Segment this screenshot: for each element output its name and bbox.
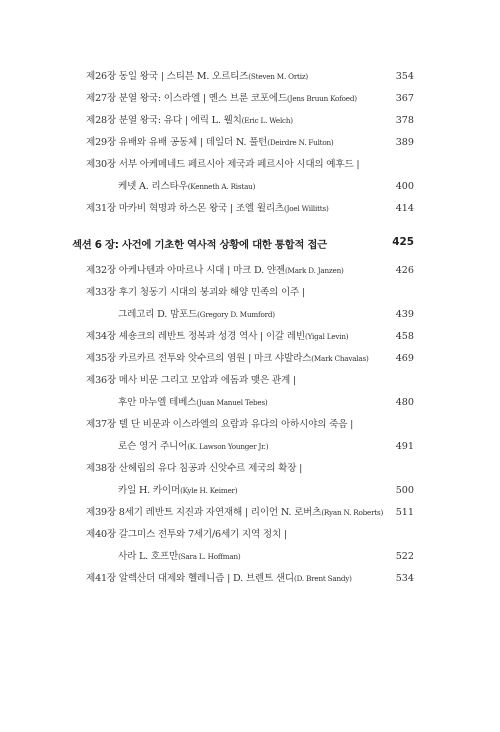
toc-entry-author-english: (Yigal Levin) — [305, 332, 349, 341]
toc-entry-title: 제32장 아케나텐과 아마르나 시대 | 마크 D. 얀젠 — [86, 265, 285, 276]
toc-entry-title: 케넷 A. 리스타우 — [118, 181, 188, 192]
toc-entry-author-english: (Kenneth A. Ristau) — [187, 182, 256, 191]
toc-entry — [0, 528, 500, 550]
toc-entry — [0, 70, 500, 92]
toc-group-2 — [0, 264, 500, 594]
toc-entry-author-english: (Deirdre N. Fulton) — [267, 138, 334, 147]
toc-entry-text — [86, 572, 352, 586]
toc-entry-title: 제30장 서부 아케메네드 페르시아 제국과 페르시아 시대의 예후드 | — [86, 159, 360, 170]
toc-entry-author-english: (Jens Bruun Kofoed) — [287, 94, 357, 103]
toc-entry-text — [118, 396, 268, 410]
toc-entry-text — [86, 374, 296, 388]
toc-entry-title: 제33장 후기 청동기 시대의 붕괴와 해양 민족의 이주 | — [86, 287, 305, 298]
toc-entry-author-english: (Ryan N. Roberts) — [321, 508, 384, 517]
toc-entry-title: 제39장 8세기 레반트 지진과 자연재해 | 리이언 N. 로버츠 — [86, 507, 322, 518]
toc-entry-title: 제27장 분열 왕국: 이스라엘 | 옌스 브룬 코포에드 — [86, 93, 288, 104]
section-title: 섹션 6 장: 사건에 기초한 역사적 상황에 대한 통합적 접근 — [72, 239, 327, 251]
toc-entry — [0, 308, 500, 330]
toc-entry-title: 그레고리 D. 맘포드 — [118, 309, 198, 320]
toc-entry-text — [86, 158, 359, 172]
toc-entry — [0, 396, 500, 418]
toc-entry-text — [118, 308, 275, 322]
toc-entry-page-number: 522 — [395, 551, 414, 562]
toc-entry-page-number: 534 — [395, 573, 414, 584]
toc-entry — [0, 136, 500, 158]
toc-entry — [0, 374, 500, 396]
toc-entry — [0, 264, 500, 286]
toc-entry-title: 제41장 알렉산더 대제와 헬레니즘 | D. 브렌트 샌디 — [86, 573, 295, 584]
toc-entry — [0, 114, 500, 136]
toc-entry-title: 제29장 유배와 유배 공동체 | 데일더 N. 풀턴 — [86, 137, 268, 148]
toc-entry-page-number: 389 — [395, 137, 414, 148]
toc-entry-page-number: 354 — [395, 71, 414, 82]
toc-entry-title: 제26장 동일 왕국 | 스티븐 M. 오르티즈 — [86, 71, 249, 82]
toc-entry-title: 사라 L. 호프만 — [118, 551, 179, 562]
toc-entry — [0, 180, 500, 202]
toc-entry — [0, 158, 500, 180]
toc-entry-author-english: (Juan Manuel Tebes) — [196, 398, 268, 407]
toc-entry-text — [86, 418, 353, 432]
toc-entry-title: 제36장 메사 비문 그리고 모압과 에돔과 맺은 관계 | — [86, 375, 296, 386]
toc-entry-author-english: (Kyle H. Keimer) — [180, 486, 238, 495]
toc-entry — [0, 418, 500, 440]
toc-entry-text — [118, 440, 268, 454]
toc-entry-author-english: (Steven M. Ortiz) — [248, 72, 309, 81]
toc-entry-text — [118, 550, 240, 564]
toc-entry-page-number: 500 — [395, 485, 414, 496]
toc-entry — [0, 330, 500, 352]
table-of-contents — [0, 70, 500, 594]
toc-entry-title: 제31장 마카비 혁명과 하스몬 왕국 | 조엘 윌리츠 — [86, 203, 285, 214]
toc-entry — [0, 92, 500, 114]
toc-entry-title: 로슨 영거 주니어 — [118, 441, 188, 452]
section-page-number: 425 — [392, 236, 414, 248]
toc-entry-text — [86, 352, 369, 366]
toc-entry-text — [86, 506, 383, 520]
toc-entry-page-number: 491 — [395, 441, 414, 452]
toc-entry-text — [86, 136, 334, 150]
toc-entry-page-number: 367 — [395, 93, 414, 104]
toc-entry-text — [86, 264, 344, 278]
toc-entry-text — [86, 92, 357, 106]
toc-entry — [0, 440, 500, 462]
toc-entry-text — [86, 114, 293, 128]
toc-entry-page-number: 480 — [395, 397, 414, 408]
toc-entry — [0, 506, 500, 528]
toc-entry-page-number: 458 — [395, 331, 414, 342]
toc-entry-text — [86, 462, 302, 476]
toc-entry-title: 제37장 텔 단 비문과 이스라엘의 요람과 유다의 아하시야의 죽음 | — [86, 419, 354, 430]
toc-entry-title: 제40장 갈그미스 전투와 7세기/6세기 지역 정치 | — [86, 529, 287, 540]
toc-entry — [0, 550, 500, 572]
section-heading — [0, 234, 500, 264]
toc-entry — [0, 462, 500, 484]
toc-entry-text — [86, 286, 305, 300]
toc-entry-title: 제38장 산헤립의 유다 침공과 신앗수르 제국의 확장 | — [86, 463, 303, 474]
toc-entry-page-number: 378 — [395, 115, 414, 126]
toc-entry-author-english: (Eric L. Welch) — [241, 116, 293, 125]
toc-entry-page-number: 414 — [395, 203, 414, 214]
toc-entry — [0, 286, 500, 308]
toc-entry-page-number: 439 — [395, 309, 414, 320]
toc-entry-title: 제35장 카르카르 전투와 앗수르의 염원 | 마크 샤발라스 — [86, 353, 312, 364]
toc-entry-text — [86, 70, 308, 84]
toc-entry-text — [86, 528, 287, 542]
toc-entry — [0, 202, 500, 224]
toc-entry-page-number: 511 — [395, 507, 414, 518]
toc-entry-author-english: (Gregory D. Mumford) — [197, 310, 275, 319]
toc-entry-page-number: 400 — [395, 181, 414, 192]
toc-entry-author-english: (Mark Chavalas) — [311, 354, 369, 363]
toc-entry-text — [118, 180, 255, 194]
toc-entry — [0, 572, 500, 594]
toc-entry-author-english: (Mark D. Janzen) — [284, 266, 344, 275]
toc-group-1 — [0, 70, 500, 224]
toc-entry-page-number: 426 — [395, 265, 414, 276]
toc-entry-text — [86, 202, 329, 216]
toc-entry-author-english: (Joel Willitts) — [284, 204, 329, 213]
toc-entry-text — [86, 330, 348, 344]
toc-entry-title: 제34장 셰숑크의 레반트 정복과 성경 역사 | 이갈 레빈 — [86, 331, 305, 342]
toc-entry-title: 카일 H. 카이머 — [118, 485, 181, 496]
toc-entry-author-english: (D. Brent Sandy) — [294, 574, 352, 583]
toc-entry-title: 제28장 분열 왕국: 유다 | 에릭 L. 웰치 — [86, 115, 242, 126]
toc-entry-text — [118, 484, 237, 498]
toc-entry-page-number: 469 — [395, 353, 414, 364]
toc-entry — [0, 352, 500, 374]
toc-entry-author-english: (K. Lawson Younger Jr.) — [187, 442, 269, 451]
toc-entry-title: 후안 마누엘 테베스 — [118, 397, 197, 408]
toc-entry — [0, 484, 500, 506]
toc-entry-author-english: (Sara L. Hoffman) — [178, 552, 241, 561]
